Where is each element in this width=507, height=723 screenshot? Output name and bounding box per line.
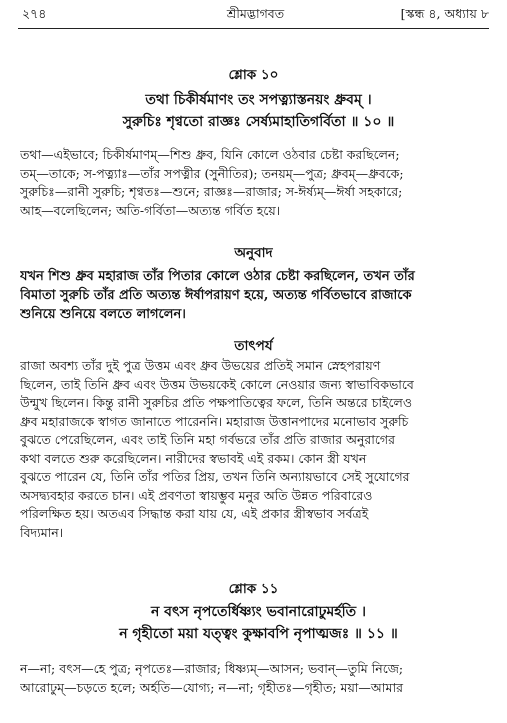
verse-11-synonyms [20,660,487,697]
verse-10-line-1: তথা চিকীর্ষমাণং তং সপত্ন্যাস্তনয়ং ধ্রুবম্ । [145,92,372,108]
verse-10-title: শ্লোক ১০ [228,67,279,83]
translation-line: শুনিয়ে শুনিয়ে বলতে লাগলেন। [20,307,186,322]
purport-line: কথা বলতে শুরু করেছিলেন। নারীদের স্বভাবই এই রকম। কোন স্ত্রী যখন [20,450,367,466]
synonym-line: তথা—এইভাবে; চিকীর্ষমাণম্—শিশু ধ্রুব, যিনি কোলে ওঠবার চেষ্টা করছিলেন; [20,147,400,162]
translation-text [20,267,487,324]
synonym-line: সুরুচিঃ—রানী সুরুচি; শৃণ্বতঃ—শুনে; রাজ্ঞঃ—রাজার; স-ঈর্ষ্যম্—ঈর্ষা সহকারে; [20,184,403,199]
synonym-line: তম্—তাকে; স-পত্ন্যাঃ—তাঁর সপত্নীর (সুনীতির); তনয়ম্—পুত্র; ধ্রুবম্—ধ্রুবকে; [20,165,404,181]
chapter-reference: [স্কন্ধ ৪, অধ্যায় ৮ [400,6,489,21]
purport-line: বিদ্যমান। [20,524,64,540]
verse-11-line-2: ন গৃহীতো ময়া যত্ত্বং কুক্ষাবপি নৃপাত্মজঃ ॥ ১১ ॥ [119,626,398,642]
verse-11-title: শ্লোক ১১ [228,581,279,597]
synonym-line: আরোঢুম্—চড়তে হলে; অর্হতি—যোগ্য; ন—না; গৃহীতঃ—গৃহীত; ময়া—আমার [20,679,403,695]
purport-line: বুঝতে পেরেছিলেন, এবং তাই তিনি মহা গর্বভরে তাঁর প্রতি রাজার অনুরাগের [20,432,395,447]
verse-11-line-1: ন বৎস নৃপতের্ধিষ্ণ্যং ভবানারোঢুমর্হতি । [150,604,367,620]
book-title: শ্রীমদ্ভাগবত [226,6,285,21]
purport-text [20,357,487,542]
purport-heading: তাৎপর্য [234,338,273,354]
purport-line: পরিলক্ষিত হয়। অতএব সিদ্ধান্ত করা যায় যে, এই প্রকার স্ত্রীস্বভাব সর্বত্রই [20,506,369,521]
page-number: ২৭৪ [22,6,47,21]
synonym-line: ন—না; বৎস—হে পুত্র; নৃপতেঃ—রাজার; ধিষ্ণ্যম্—আসন; ভবান্—তুমি নিজে; [20,661,404,676]
purport-line: ধ্রুব মহারাজকে স্বাগত জানাতে পারেননি। মহারাজ উত্তানপাদের মনোভাব সুরুচি [20,413,409,429]
purport-line: ছিলেন, তাই তিনি ধ্রুব এবং উত্তম উভয়কেই কোলে নেওয়ার জন্য স্বাভাবিকভাবে [20,376,414,392]
purport-line: অসদ্ব্যবহার করতে চান। এই প্রবণতা স্বায়ম্ভুব মনুর অতি উন্নত পরিবারেও [20,487,373,503]
purport-line: উন্মুখ ছিলেন। কিন্তু রানী সুরুচির প্রতি পক্ষপাতিত্বের ফলে, তিনি অন্তরে চাইলেও [20,395,413,410]
synonym-line: আহ—বলেছিলেন; অতি-গর্বিতা—অত্যন্ত গর্বিত হয়ে। [20,202,281,218]
translation-line: বিমাতা সুরুচি তাঁর প্রতি অত্যন্ত ঈর্ষাপরায়ণ হয়ে, অত্যন্ত গর্বিতভাবে রাজাকে [20,288,412,303]
translation-heading: অনুবাদ [234,245,273,261]
page-header [22,6,489,28]
translation-line: যখন শিশু ধ্রুব মহারাজ তাঁর পিতার কোলে ওঠার চেষ্টা করছিলেন, তখন তাঁর [20,269,415,284]
header-rule [18,28,489,29]
verse-10-line-2: সুরুচিঃ শৃণ্বতো রাজ্ঞঃ সের্ষ্যমাহাতিগর্বিতা ॥ ১০ ॥ [122,114,395,130]
purport-line: বুঝতে পারেন যে, তিনি তাঁর পতির প্রিয়, তখন তিনি অন্যায়ভাবে সেই সুযোগের [20,469,410,484]
verse-10-synonyms [20,146,487,220]
purport-line: রাজা অবশ্য তাঁর দুই পুত্র উত্তম এবং ধ্রুব উভয়ের প্রতিই সমান স্নেহপরায়ণ [20,358,381,373]
